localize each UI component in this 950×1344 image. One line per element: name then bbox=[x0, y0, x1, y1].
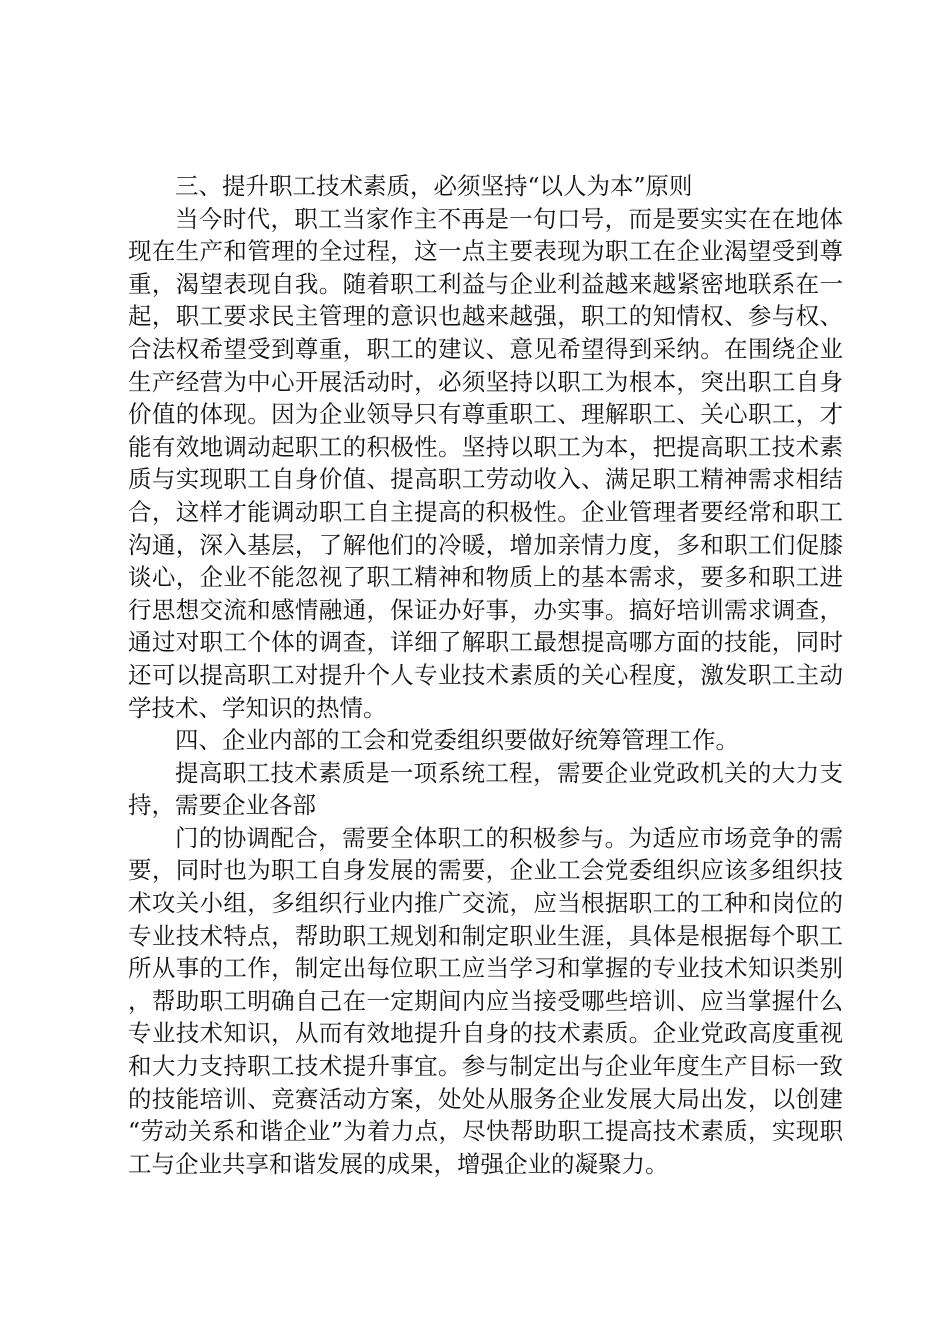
paragraph-system-engineering: 提高职工技术素质是一项系统工程，需要企业党政机关的大力支持，需要企业各部 bbox=[128, 758, 843, 820]
section-heading-4: 四、企业内部的工会和党委组织要做好统筹管理工作。 bbox=[175, 726, 739, 755]
section-heading-3: 三、提升职工技术素质，必须坚持“以人为本”原则 bbox=[175, 172, 693, 200]
document-body bbox=[128, 170, 843, 1180]
paragraph-department-coordination: 门的协调配合，需要全体职工的积极参与。为适应市场竞争的需要，同时也为职工自身发展的需要，企业工会党委组织应该多组织技术攻关小组，多组织行业内推广交流，应当根据职工的工种和岗位的专业技术特点，帮助职工规划和制定职业生涯，具体是根据每个职工所从事的工作，制定出每位职工应当学习和掌握的专业技术知识类别，帮助职工明确自己在一定期间内应当接受哪些培训、应当掌握什么专业技术知识，从而有效地提升自身的技术素质。企业党政高度重视和大力支持职工技术提升事宜。参与制定出与企业年度生产目标一致的技能培训、竞赛活动方案，处处从服务企业发展大局出发，以创建“劳动关系和谐企业”为着力点，尽快帮助职工提高技术素质，实现职工与企业共享和谐发展的成果，增强企业的凝聚力。 bbox=[128, 823, 843, 1178]
paragraph-employee-centered: 当今时代，职工当家作主不再是一句口号，而是要实实在在地体现在生产和管理的全过程，这一点主要表现为职工在企业渴望受到尊重，渴望表现自我。随着职工利益与企业利益越来越紧密地联系在一起，职工要求民主管理的意识也越来越强，职工的知情权、参与权、合法权希望受到尊重，职工的建议、意见希望得到采纳。在围绕企业生产经营为中心开展活动时，必须坚持以职工为根本，突出职工自身价值的体现。因为企业领导只有尊重职工、理解职工、关心职工，才能有效地调动起职工的积极性。坚持以职工为本，把提高职工技术素质与实现职工自身价值、提高职工劳动收入、满足职工精神需求相结合，这样才能调动职工自主提高的积极性。企业管理者要经常和职工沟通，深入基层，了解他们的冷暖，增加亲情力度，多和职工们促膝谈心，企业不能忽视了职工精神和物质上的基本需求，要多和职工进行思想交流和感情融通，保证办好事，办实事。搞好培训需求调查，通过对职工个体的调查，详细了解职工最想提高哪方面的技能，同时还可以提高职工对提升个人专业技术素质的关心程度，激发职工主动学技术、学知识的热情。 bbox=[128, 204, 843, 722]
